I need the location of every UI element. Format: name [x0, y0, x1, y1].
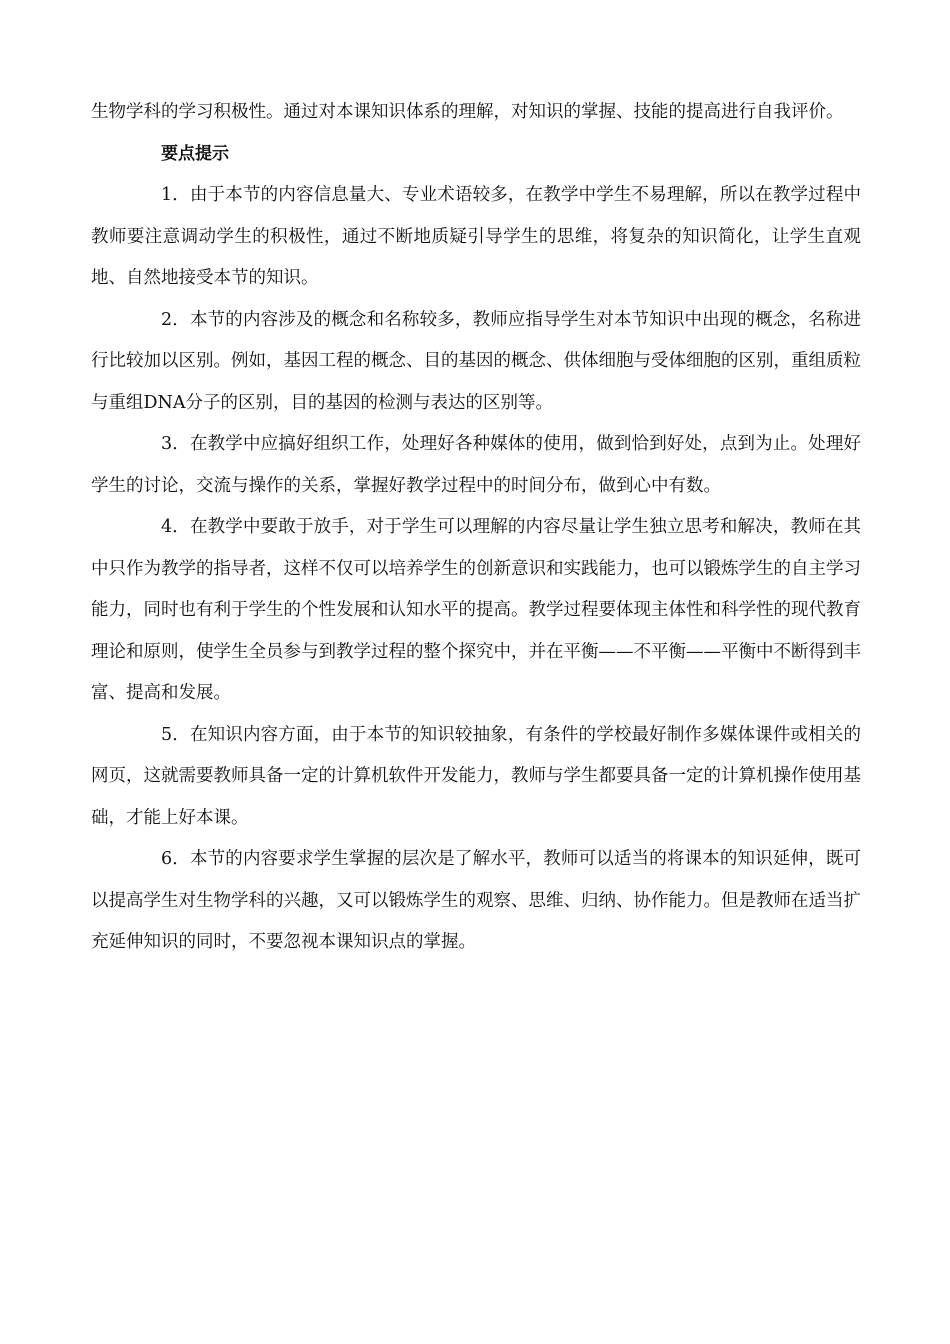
section-heading: 要点提示 — [161, 143, 229, 164]
point-paragraph-1: 1．由于本节的内容信息量大、专业术语较多，在教学中学生不易理解，所以在教学过程中教师要注意调动学生的积极性，通过不断地质疑引导学生的思维，将复杂的知识简化，让学生直观地、自然地接受本节的知识。 — [91, 185, 861, 288]
point-paragraph-4: 4．在教学中要敢于放手，对于学生可以理解的内容尽量让学生独立思考和解决，教师在其中只作为教学的指导者，这样不仅可以培养学生的创新意识和实践能力，也可以锻炼学生的自主学习能力，同时也有利于学生的个性发展和认知水平的提高。教学过程要体现主体性和科学性的现代教育理论和原则，使学生全员参与到教学过程的整个探究中，并在平衡——不平衡——平衡中不断得到丰富、提高和发展。 — [91, 517, 861, 703]
intro-paragraph: 生物学科的学习积极性。通过对本课知识体系的理解，对知识的掌握、技能的提高进行自我评价。 — [91, 102, 844, 122]
document-page — [91, 92, 861, 964]
point-paragraph-2: 2．本节的内容涉及的概念和名称较多，教师应指导学生对本节知识中出现的概念，名称进行比较加以区别。例如，基因工程的概念、目的基因的概念、供体细胞与受体细胞的区别，重组质粒与重组DNA分子的区别，目的基因的检测与表达的区别等。 — [91, 309, 861, 413]
point-paragraph-5: 5．在知识内容方面，由于本节的知识较抽象，有条件的学校最好制作多媒体课件或相关的网页，这就需要教师具备一定的计算机软件开发能力，教师与学生都要具备一定的计算机操作使用基础，才能上好本课。 — [91, 724, 861, 828]
point-paragraph-3: 3．在教学中应搞好组织工作，处理好各种媒体的使用，做到恰到好处，点到为止。处理好学生的讨论，交流与操作的关系，掌握好教学过程中的时间分布，做到心中有数。 — [91, 434, 861, 496]
point-paragraph-6: 6．本节的内容要求学生掌握的层次是了解水平，教师可以适当的将课本的知识延伸，既可以提高学生对生物学科的兴趣，又可以锻炼学生的观察、思维、归纳、协作能力。但是教师在适当扩充延伸知识的同时，不要忽视本课知识点的掌握。 — [91, 849, 861, 952]
